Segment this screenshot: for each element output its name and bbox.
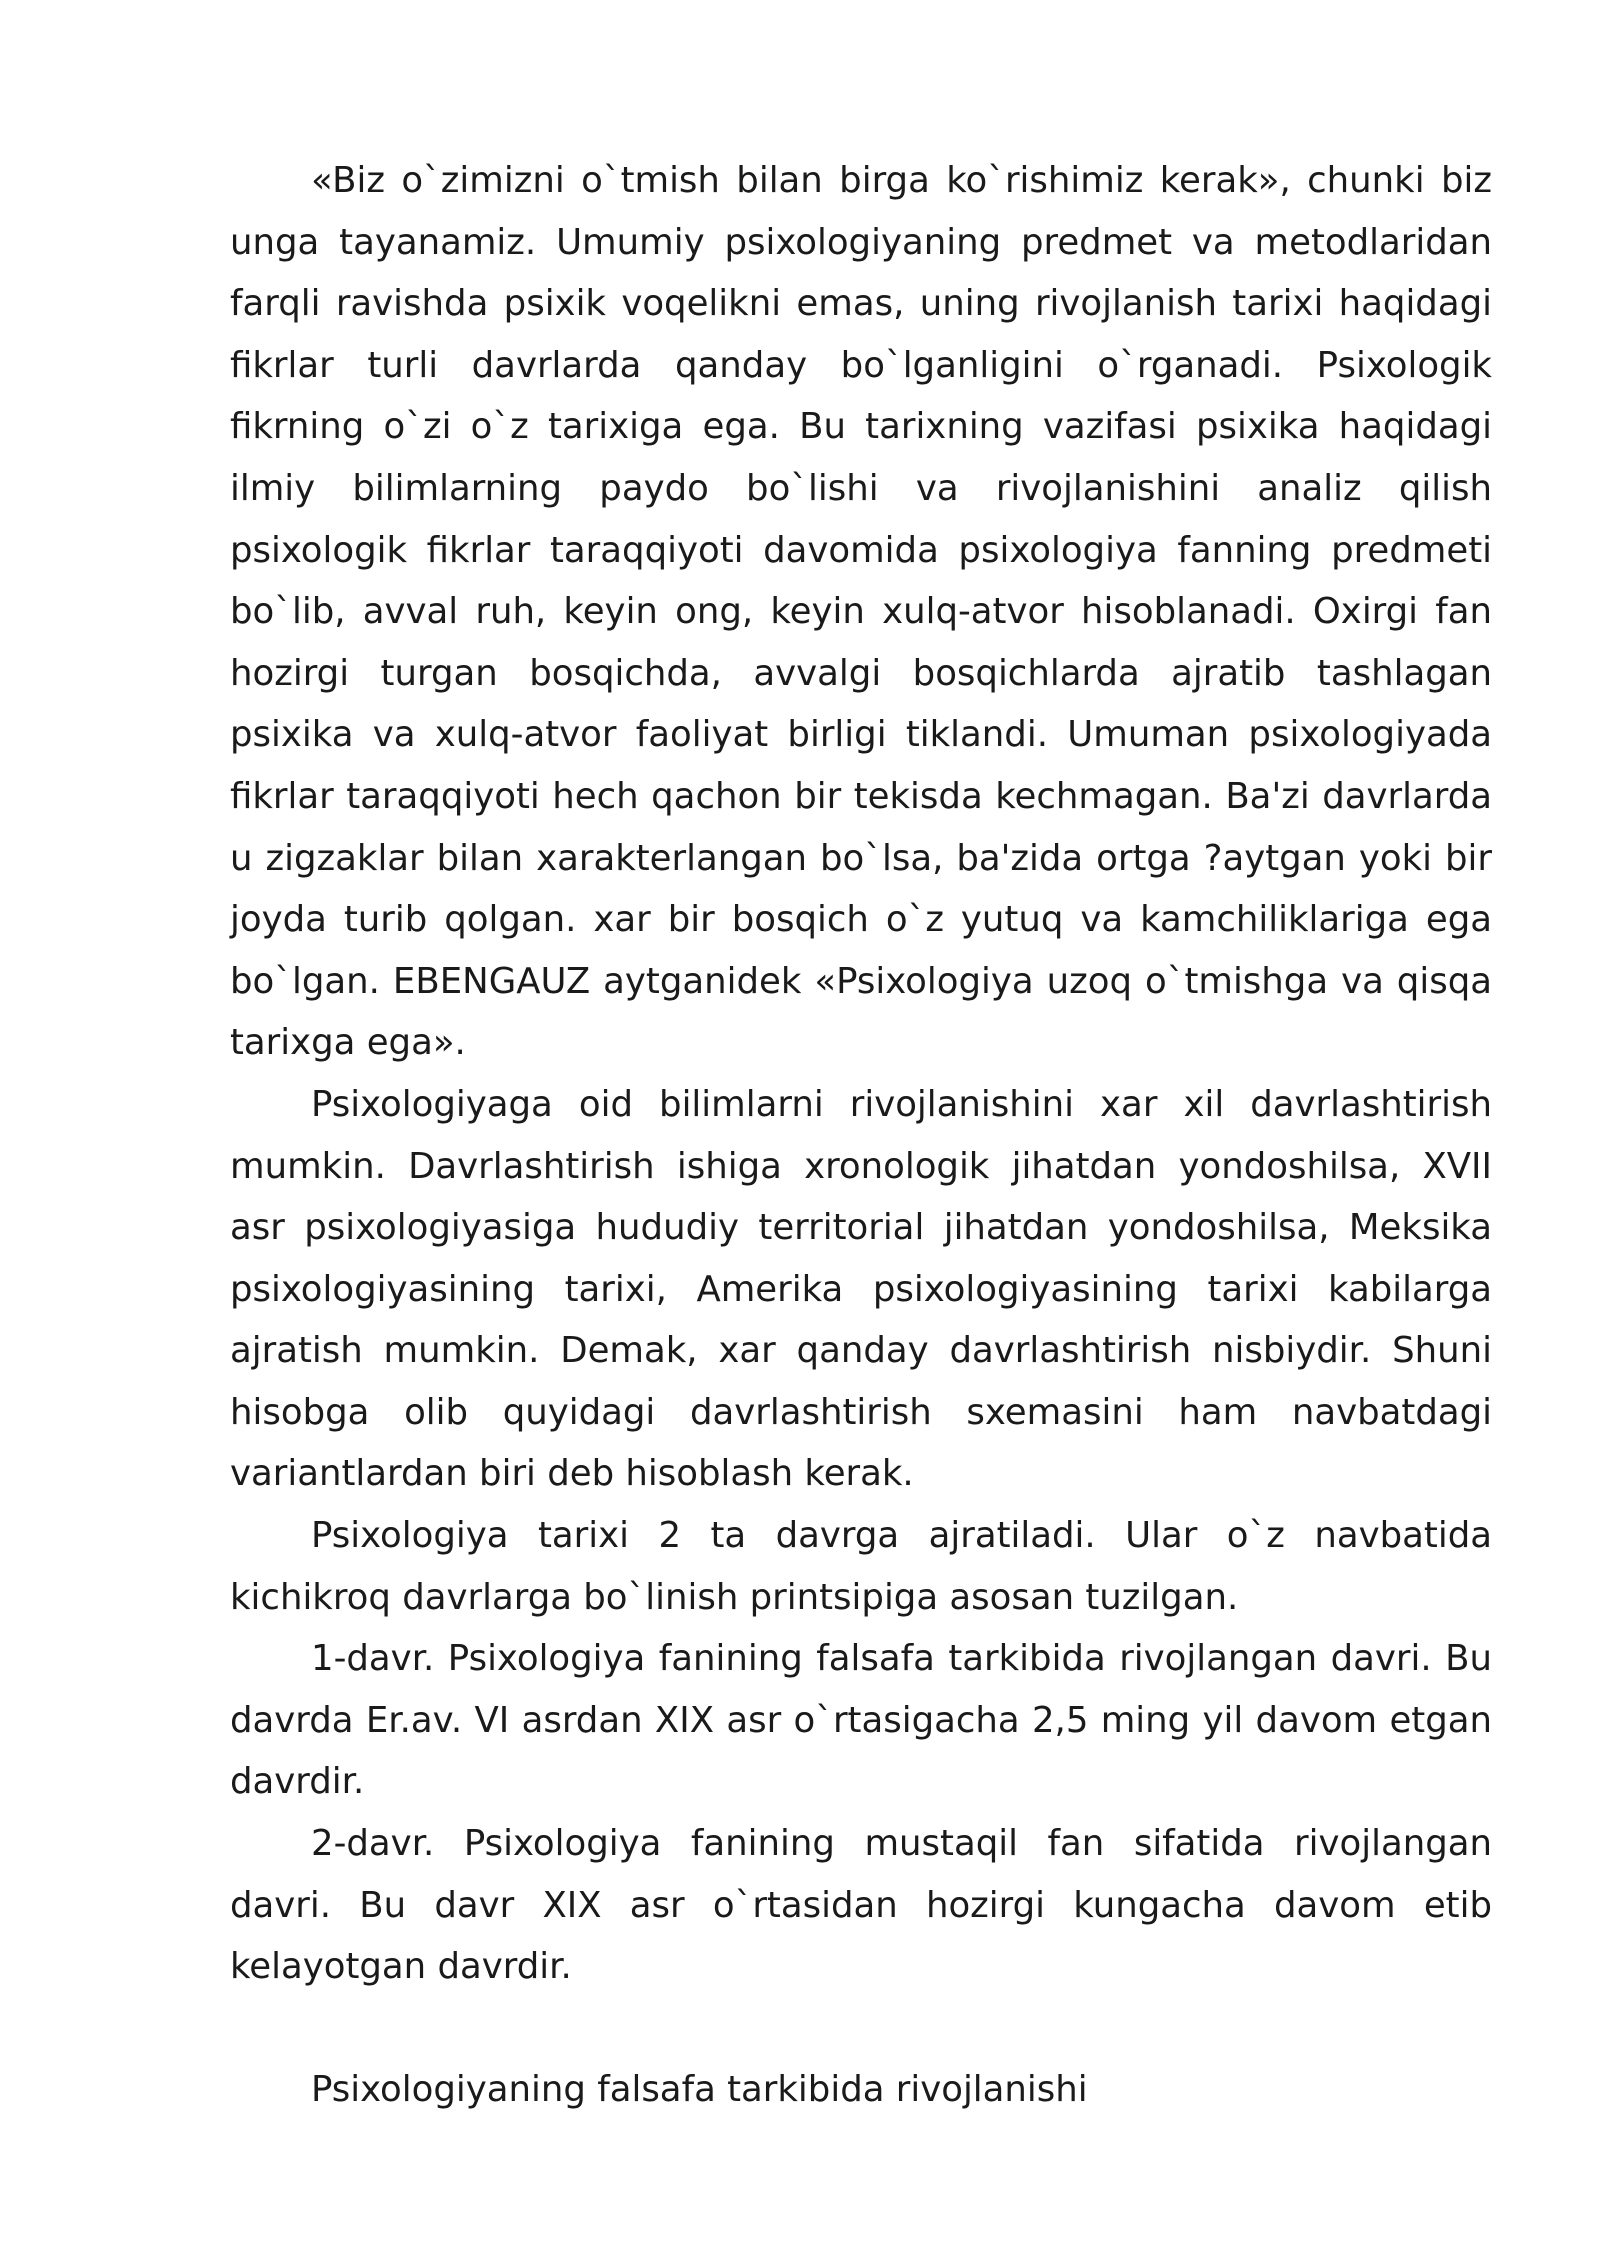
paragraph-intro: «Biz o`zimizni o`tmish bilan birga ko`rishimiz kerak», chunki biz unga tayanamiz. Umumiy psixologiyaning predmet va metodlaridan farqli ravishda psixik voqelikni emas, uning rivojlanish tarixi haqidagi fikrlar turli davrlarda qanday bo`lganligini o`rganadi. Psixologik fikrning o`zi o`z tarixiga ega. Bu tarixning vazifasi psixika haqidagi ilmiy bilimlarning paydo bo`lishi va rivojlanishini analiz qilish psixologik fikrlar taraqqiyoti davomida psixologiya fanning predmeti bo`lib, avval ruh, keyin ong, keyin xulq-atvor hisoblanadi. Oxirgi fan hozirgi turgan bosqichda, avvalgi bosqichlarda ajratib tashlagan psixika va xulq-atvor faoliyat birligi tiklandi. Umuman psixologiyada fikrlar taraqqiyoti hech qachon bir tekisda kechmagan. Ba'zi davrlarda u zigzaklar bilan xarakterlangan bo`lsa, ba'zida ortga ?aytgan yoki bir joyda turib qolgan. xar bir bosqich o`z yutuq va kamchiliklariga ega bo`lgan. EBENGAUZ aytganidek «Psixologiya uzoq o`tmishga va qisqa tarixga ega».: [230, 160, 1492, 1064]
paragraph-period-one: 1-davr. Psixologiya fanining falsafa tarkibida rivojlangan davri. Bu davrda Er.av. VI asrdan XIX asr o`rtasigacha 2,5 ming yil davom etgan davrdir.: [230, 1638, 1492, 1803]
paragraph-periodization: Psixologiyaga oid bilimlarni rivojlanishini xar xil davrlashtirish mumkin. Davrlashtirish ishiga xronologik jihatdan yondoshilsa, XVII asr psixologiyasiga hududiy territorial jihatdan yondoshilsa, Meksika psixologiyasining tarixi, Amerika psixologiyasining tarixi kabilarga ajratish mumkin. Demak, xar qanday davrlashtirish nisbiydir. Shuni hisobga olib quyidagi davrlashtirish sxemasini ham navbatdagi variantlardan biri deb hisoblash kerak.: [230, 1083, 1492, 1495]
paragraph-period-two: 2-davr. Psixologiya fanining mustaqil fan sifatida rivojlangan davri. Bu davr XIX asr o`rtasidan hozirgi kungacha davom etib kelayotgan davrdir.: [230, 1823, 1492, 1988]
paragraph-two-periods: Psixologiya tarixi 2 ta davrga ajratiladi. Ular o`z navbatida kichikroq davrlarga bo`linish printsipiga asosan tuzilgan.: [230, 1515, 1492, 1618]
document-page: [230, 150, 1492, 2121]
section-heading: Psixologiyaning falsafa tarkibida rivojlanishi: [311, 2069, 1088, 2111]
blank-line: [230, 1998, 1492, 2060]
